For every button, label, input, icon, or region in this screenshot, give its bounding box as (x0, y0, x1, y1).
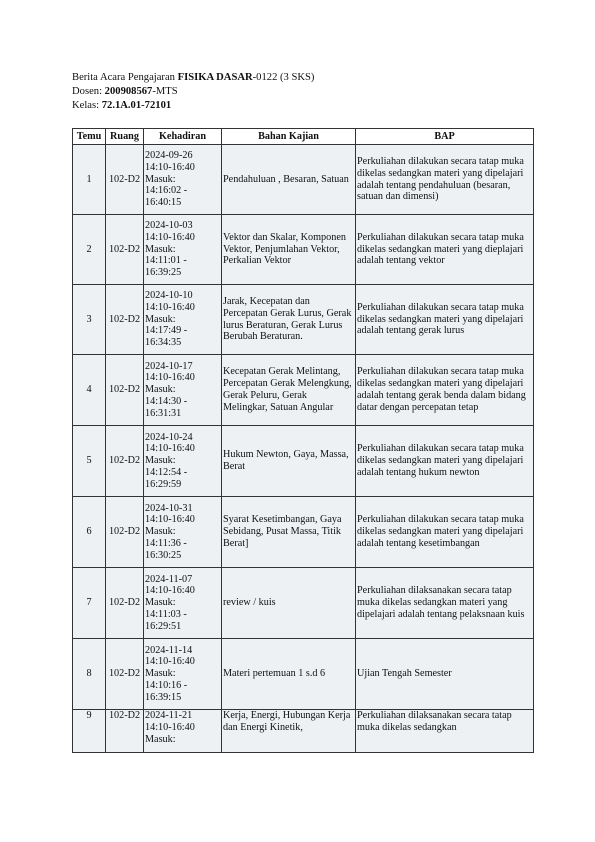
kehadiran-masuk-start: 14:11:36 - (145, 537, 187, 549)
course-prefix: Berita Acara Pengajaran (72, 72, 178, 83)
table-row (73, 145, 534, 215)
kehadiran-cell (144, 426, 222, 497)
temu-cell: 7 (73, 568, 106, 639)
kehadiran-time: 14:10-16:40 (145, 656, 195, 668)
kehadiran-date: 2024-10-03 (145, 220, 193, 231)
lecturer-suffix: -MTS (152, 86, 178, 98)
kehadiran-masuk-label: Masuk: (145, 597, 176, 609)
bap-cell (356, 355, 534, 426)
kehadiran-masuk-end: 16:39:25 (145, 267, 182, 279)
col-header-temu: Temu (73, 129, 106, 145)
bap-cell (356, 426, 534, 497)
bap-cell (356, 285, 534, 355)
bap-cell (356, 710, 534, 753)
ruang-cell: 102-D2 (106, 639, 144, 710)
bahan-kajian-cell (222, 497, 356, 568)
col-header-bap: BAP (356, 129, 534, 145)
bap-text: Perkuliahan dilaksanakan secara tatap muka dikelas sedangkan (357, 710, 512, 733)
bahan-kajian-text: Kecepatan Gerak Melintang, Percepatan Gerak Melengkung, Gerak Peluru, Gerak Melingkar, Satuan Angular (223, 366, 352, 413)
ruang-cell: 102-D2 (106, 568, 144, 639)
kehadiran-masuk-start: 14:12:54 - (145, 466, 188, 478)
class-line (72, 99, 314, 113)
bap-cell (356, 639, 534, 710)
kehadiran-time: 14:10-16:40 (145, 231, 195, 243)
table-row (73, 355, 534, 426)
bap-text: Perkuliahan dilakukan secara tatap muka dikelas sedangkan materi yang dipelajari adalah tentang pendahuluan (besaran, satuan dan dimensi) (357, 155, 524, 203)
course-suffix: -0122 (3 SKS) (252, 72, 315, 83)
bahan-kajian-cell (222, 145, 356, 215)
bap-text: Perkuliahan dilakukan secara tatap muka dikelas sedangkan materi yang dipelajari adalah tentang gerak benda dalam bidang datar dengan percepatan tetap (357, 366, 526, 413)
bap-cell (356, 568, 534, 639)
temu-cell: 8 (73, 639, 106, 710)
course-name: FISIKA DASAR (177, 72, 253, 83)
bap-text: Perkuliahan dilakukan secara tatap muka dikelas sedangkan materi yang dipelajari adalah tentang hukum newton (357, 443, 524, 478)
bahan-kajian-cell (222, 426, 356, 497)
lecturer-line (72, 85, 314, 99)
bahan-kajian-cell (222, 285, 356, 355)
kehadiran-masuk-end: 16:29:59 (145, 478, 182, 490)
kehadiran-time: 14:10-16:40 (145, 721, 195, 733)
bahan-kajian-cell (222, 568, 356, 639)
lecturer-id: 200908567 (104, 86, 153, 98)
kehadiran-date: 2024-10-24 (145, 431, 193, 443)
kehadiran-masuk-label: Masuk: (145, 455, 176, 467)
kehadiran-masuk-start: 14:17:49 - (145, 325, 188, 337)
ruang-cell: 102-D2 (106, 710, 144, 753)
table-header-row (73, 129, 534, 145)
bahan-kajian-text: Hukum Newton, Gaya, Massa, Berat (223, 449, 349, 472)
kehadiran-cell (144, 497, 222, 568)
kehadiran-cell (144, 215, 222, 285)
kehadiran-masuk-start: 14:11:03 - (145, 608, 187, 620)
kehadiran-masuk-label: Masuk: (145, 243, 176, 255)
kehadiran-date: 2024-11-07 (145, 573, 193, 585)
kehadiran-masuk-start: 14:10:16 - (145, 679, 188, 691)
ruang-cell: 102-D2 (106, 355, 144, 426)
kehadiran-time: 14:10-16:40 (145, 514, 195, 526)
kehadiran-cell (144, 639, 222, 710)
col-header-kehadiran: Kehadiran (144, 129, 222, 145)
bahan-kajian-text: Syarat Kesetimbangan, Gaya Sebidang, Pusat Massa, Titik Berat] (223, 514, 342, 549)
kehadiran-cell (144, 355, 222, 426)
ruang-cell: 102-D2 (106, 215, 144, 285)
bap-text: Perkuliahan dilakukan secara tatap muka dikelas sedangkan materi yang dipelajari adalah tentang kesetimbangan (357, 514, 524, 549)
kehadiran-masuk-label: Masuk: (145, 384, 176, 396)
kehadiran-cell (144, 285, 222, 355)
kehadiran-masuk-end: 16:30:25 (145, 549, 182, 561)
kehadiran-masuk-end: 16:31:31 (145, 407, 182, 419)
kehadiran-time: 14:10-16:40 (145, 585, 195, 597)
bahan-kajian-text: review / kuis (223, 597, 276, 609)
temu-cell: 2 (73, 215, 106, 285)
kehadiran-date: 2024-10-10 (145, 290, 193, 301)
kehadiran-masuk-end: 16:40:15 (145, 197, 182, 209)
kehadiran-masuk-label: Masuk: (145, 668, 176, 680)
kehadiran-masuk-start: 14:11:01 - (145, 255, 187, 267)
kehadiran-masuk-end: 16:29:51 (145, 620, 182, 632)
bap-cell (356, 497, 534, 568)
bap-cell (356, 215, 534, 285)
bahan-kajian-cell (222, 710, 356, 753)
ruang-cell: 102-D2 (106, 145, 144, 215)
bap-text: Perkuliahan dilakukan secara tatap muka dikelas sedangkan materi yang dieplajari adalah tentang vektor (357, 231, 524, 267)
temu-cell: 5 (73, 426, 106, 497)
kehadiran-masuk-label: Masuk: (145, 313, 176, 325)
temu-cell: 1 (73, 145, 106, 215)
bahan-kajian-cell (222, 355, 356, 426)
kehadiran-masuk-end: 16:39:15 (145, 691, 182, 703)
table-row (73, 497, 534, 568)
kehadiran-date: 2024-10-31 (145, 502, 193, 514)
kehadiran-time: 14:10-16:40 (145, 301, 195, 313)
ruang-cell: 102-D2 (106, 426, 144, 497)
kehadiran-masuk-start: 14:14:30 - (145, 395, 188, 407)
bap-text: Perkuliahan dilakukan secara tatap muka dikelas sedangkan materi yang dipelajari adalah tentang gerak lurus (357, 301, 524, 337)
col-header-ruang: Ruang (106, 129, 144, 145)
class-code: 72.1A.01-72101 (101, 100, 172, 112)
table-row (73, 426, 534, 497)
kehadiran-date: 2024-10-17 (145, 360, 193, 372)
kehadiran-time: 14:10-16:40 (145, 372, 195, 384)
attendance-table (72, 128, 534, 753)
table-row (73, 285, 534, 355)
bahan-kajian-text: Pendahuluan , Besaran, Satuan (223, 173, 349, 185)
col-header-bahan-kajian: Bahan Kajian (222, 129, 356, 145)
kehadiran-masuk-end: 16:34:35 (145, 337, 182, 349)
kehadiran-date: 2024-11-21 (145, 710, 193, 721)
document-header (72, 71, 314, 114)
bahan-kajian-text: Materi pertemuan 1 s.d 6 (223, 668, 326, 680)
temu-cell: 4 (73, 355, 106, 426)
temu-cell: 6 (73, 497, 106, 568)
bahan-kajian-text: Vektor dan Skalar, Komponen Vektor, Penjumlahan Vektor, Perkalian Vektor (223, 231, 346, 267)
kehadiran-cell (144, 145, 222, 215)
table-row (73, 215, 534, 285)
kehadiran-time: 14:10-16:40 (145, 443, 195, 455)
kehadiran-masuk-label: Masuk: (145, 733, 176, 745)
ruang-cell: 102-D2 (106, 285, 144, 355)
class-prefix: Kelas: (72, 100, 102, 112)
kehadiran-cell (144, 710, 222, 753)
kehadiran-masuk-label: Masuk: (145, 173, 176, 185)
temu-cell: 9 (73, 710, 106, 753)
ruang-cell: 102-D2 (106, 497, 144, 568)
table-row (73, 710, 534, 753)
kehadiran-masuk-start: 14:16:02 - (145, 185, 188, 197)
kehadiran-date: 2024-09-26 (145, 150, 193, 161)
bahan-kajian-cell (222, 215, 356, 285)
kehadiran-date: 2024-11-14 (145, 644, 193, 656)
kehadiran-cell (144, 568, 222, 639)
kehadiran-time: 14:10-16:40 (145, 161, 195, 173)
course-line (72, 71, 314, 85)
temu-cell: 3 (73, 285, 106, 355)
bahan-kajian-text: Jarak, Kecepatan dan Percepatan Gerak Lurus, Gerak lurus Beraturan, Gerak Lurus Berubah Beraturan. (223, 295, 352, 343)
bahan-kajian-text: Kerja, Energi, Hubungan Kerja dan Energi Kinetik, (223, 710, 351, 733)
table-row (73, 568, 534, 639)
bap-text: Ujian Tengah Semester (357, 668, 452, 680)
table-row (73, 639, 534, 710)
bap-cell (356, 145, 534, 215)
bap-text: Perkuliahan dilaksanakan secara tatap muka dikelas sedangkan materi yang dipelajari adalah tentang pelaksnaan kuis (357, 585, 525, 620)
bahan-kajian-cell (222, 639, 356, 710)
kehadiran-masuk-label: Masuk: (145, 526, 176, 538)
lecturer-prefix: Dosen: (72, 86, 105, 98)
